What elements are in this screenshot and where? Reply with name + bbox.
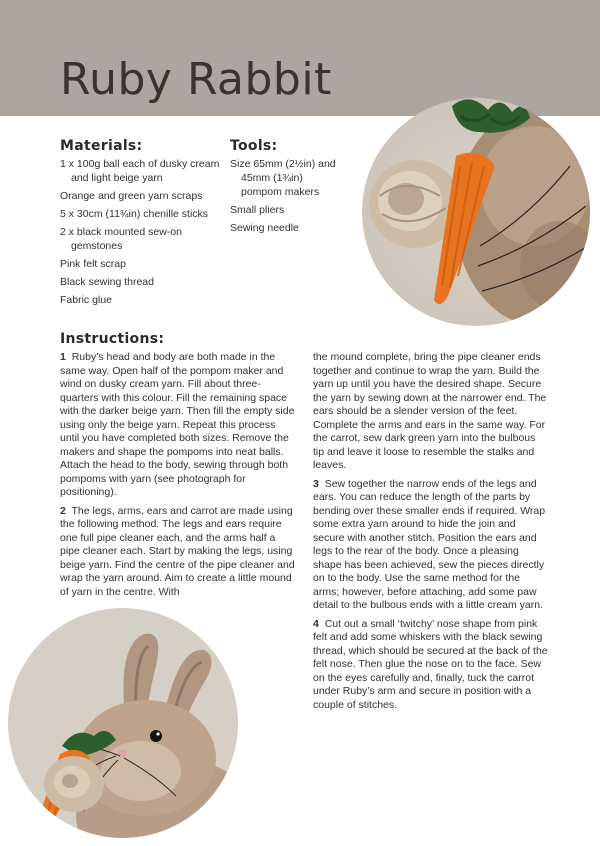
tools-item: Sewing needle <box>230 222 299 234</box>
step-text: Ruby’s head and body are both made in the same way. Open half of the pompom maker and wind on dusky cream yarn. Fill about three-quarters with this colour. Fill the remaining space with the darker beige yarn. Then fill the empty side using only the beige yarn. Repeat this process until you have completed both sizes. Remove the makers and shape the pompoms into neat balls. Attach the head to the body, sewing through both pompoms with yarn (see photograph for positioning). <box>60 351 295 498</box>
step-number: 1 <box>60 351 66 363</box>
tools-item: Small pliers <box>230 204 285 216</box>
tools-item: Size 65mm (2½in) and 45mm (1¾in) pompom makers <box>230 158 336 198</box>
materials-heading: Materials: <box>60 138 143 154</box>
materials-item: 2 x black mounted sew-on gemstones <box>60 226 182 252</box>
materials-item: Fabric glue <box>60 294 112 306</box>
instructions-column-left <box>60 351 296 604</box>
instruction-step-1 <box>60 351 296 500</box>
tools-list <box>230 157 342 239</box>
materials-item: 1 x 100g ball each of dusky cream and light beige yarn <box>60 158 220 184</box>
tools-heading: Tools: <box>230 138 278 154</box>
instruction-step-2 <box>60 505 296 600</box>
materials-item: 5 x 30cm (11¾in) chenille sticks <box>60 208 209 220</box>
rabbit-with-carrot-photo <box>6 606 240 840</box>
instructions-column-right <box>313 351 549 717</box>
step-number: 3 <box>313 477 319 490</box>
instruction-step-4 <box>313 618 549 713</box>
step-number: 2 <box>60 504 66 517</box>
materials-item: Black sewing thread <box>60 276 154 288</box>
instruction-step-3 <box>313 478 549 613</box>
carrot-closeup-photo <box>360 96 592 328</box>
materials-item: Pink felt scrap <box>60 258 126 270</box>
step-text: The legs, arms, ears and carrot are made using the following method. The legs and ears require one full pipe cleaner each, and the arms half a pipe cleaner each. Start by making the legs, using beige yarn. Find the centre of the pipe cleaner and wrap the yarn around. Aim to create a little mound of yarn in the centre. With <box>60 504 295 598</box>
page-title: Ruby Rabbit <box>60 54 332 105</box>
step-text: Sew together the narrow ends of the legs and ears. You can reduce the length of the parts by bending over these smaller ends if required. Wrap some extra yarn around to hide the join and secure with another stitch. Position the ears and legs to the rear of the body. Once a pleasing shape has been achieved, sew the pieces directly on to the body. Use the same method for the arms; however, before attaching, add some paw detail to the bulbous ends with a little cream yarn. <box>313 477 546 611</box>
step-number: 4 <box>313 617 319 630</box>
instructions-heading: Instructions: <box>60 331 165 347</box>
step-text: Cut out a small ‘twitchy’ nose shape from pink felt and add some whiskers with the black sewing thread, which should be secured at the back of the felt nose. Then glue the nose on to the face. Sew on the eyes carefully and, finally, tuck the carrot under Ruby’s arm and secure in position with a couple of stitches. <box>313 617 548 711</box>
materials-list <box>60 157 225 311</box>
instruction-step-2-continued <box>313 351 549 473</box>
materials-item: Orange and green yarn scraps <box>60 190 203 202</box>
step-text: the mound complete, bring the pipe cleaner ends together and continue to wrap the yarn. Build the yarn up until you have the desired shape. Secure the yarn by sewing down at the narrower end. The ears should be a slender version of the feet. Complete the arms and ears in the same way. For the carrot, sew dark green yarn into the bulbous tip and leave it loose to resemble the stalks and leaves. <box>313 351 547 471</box>
